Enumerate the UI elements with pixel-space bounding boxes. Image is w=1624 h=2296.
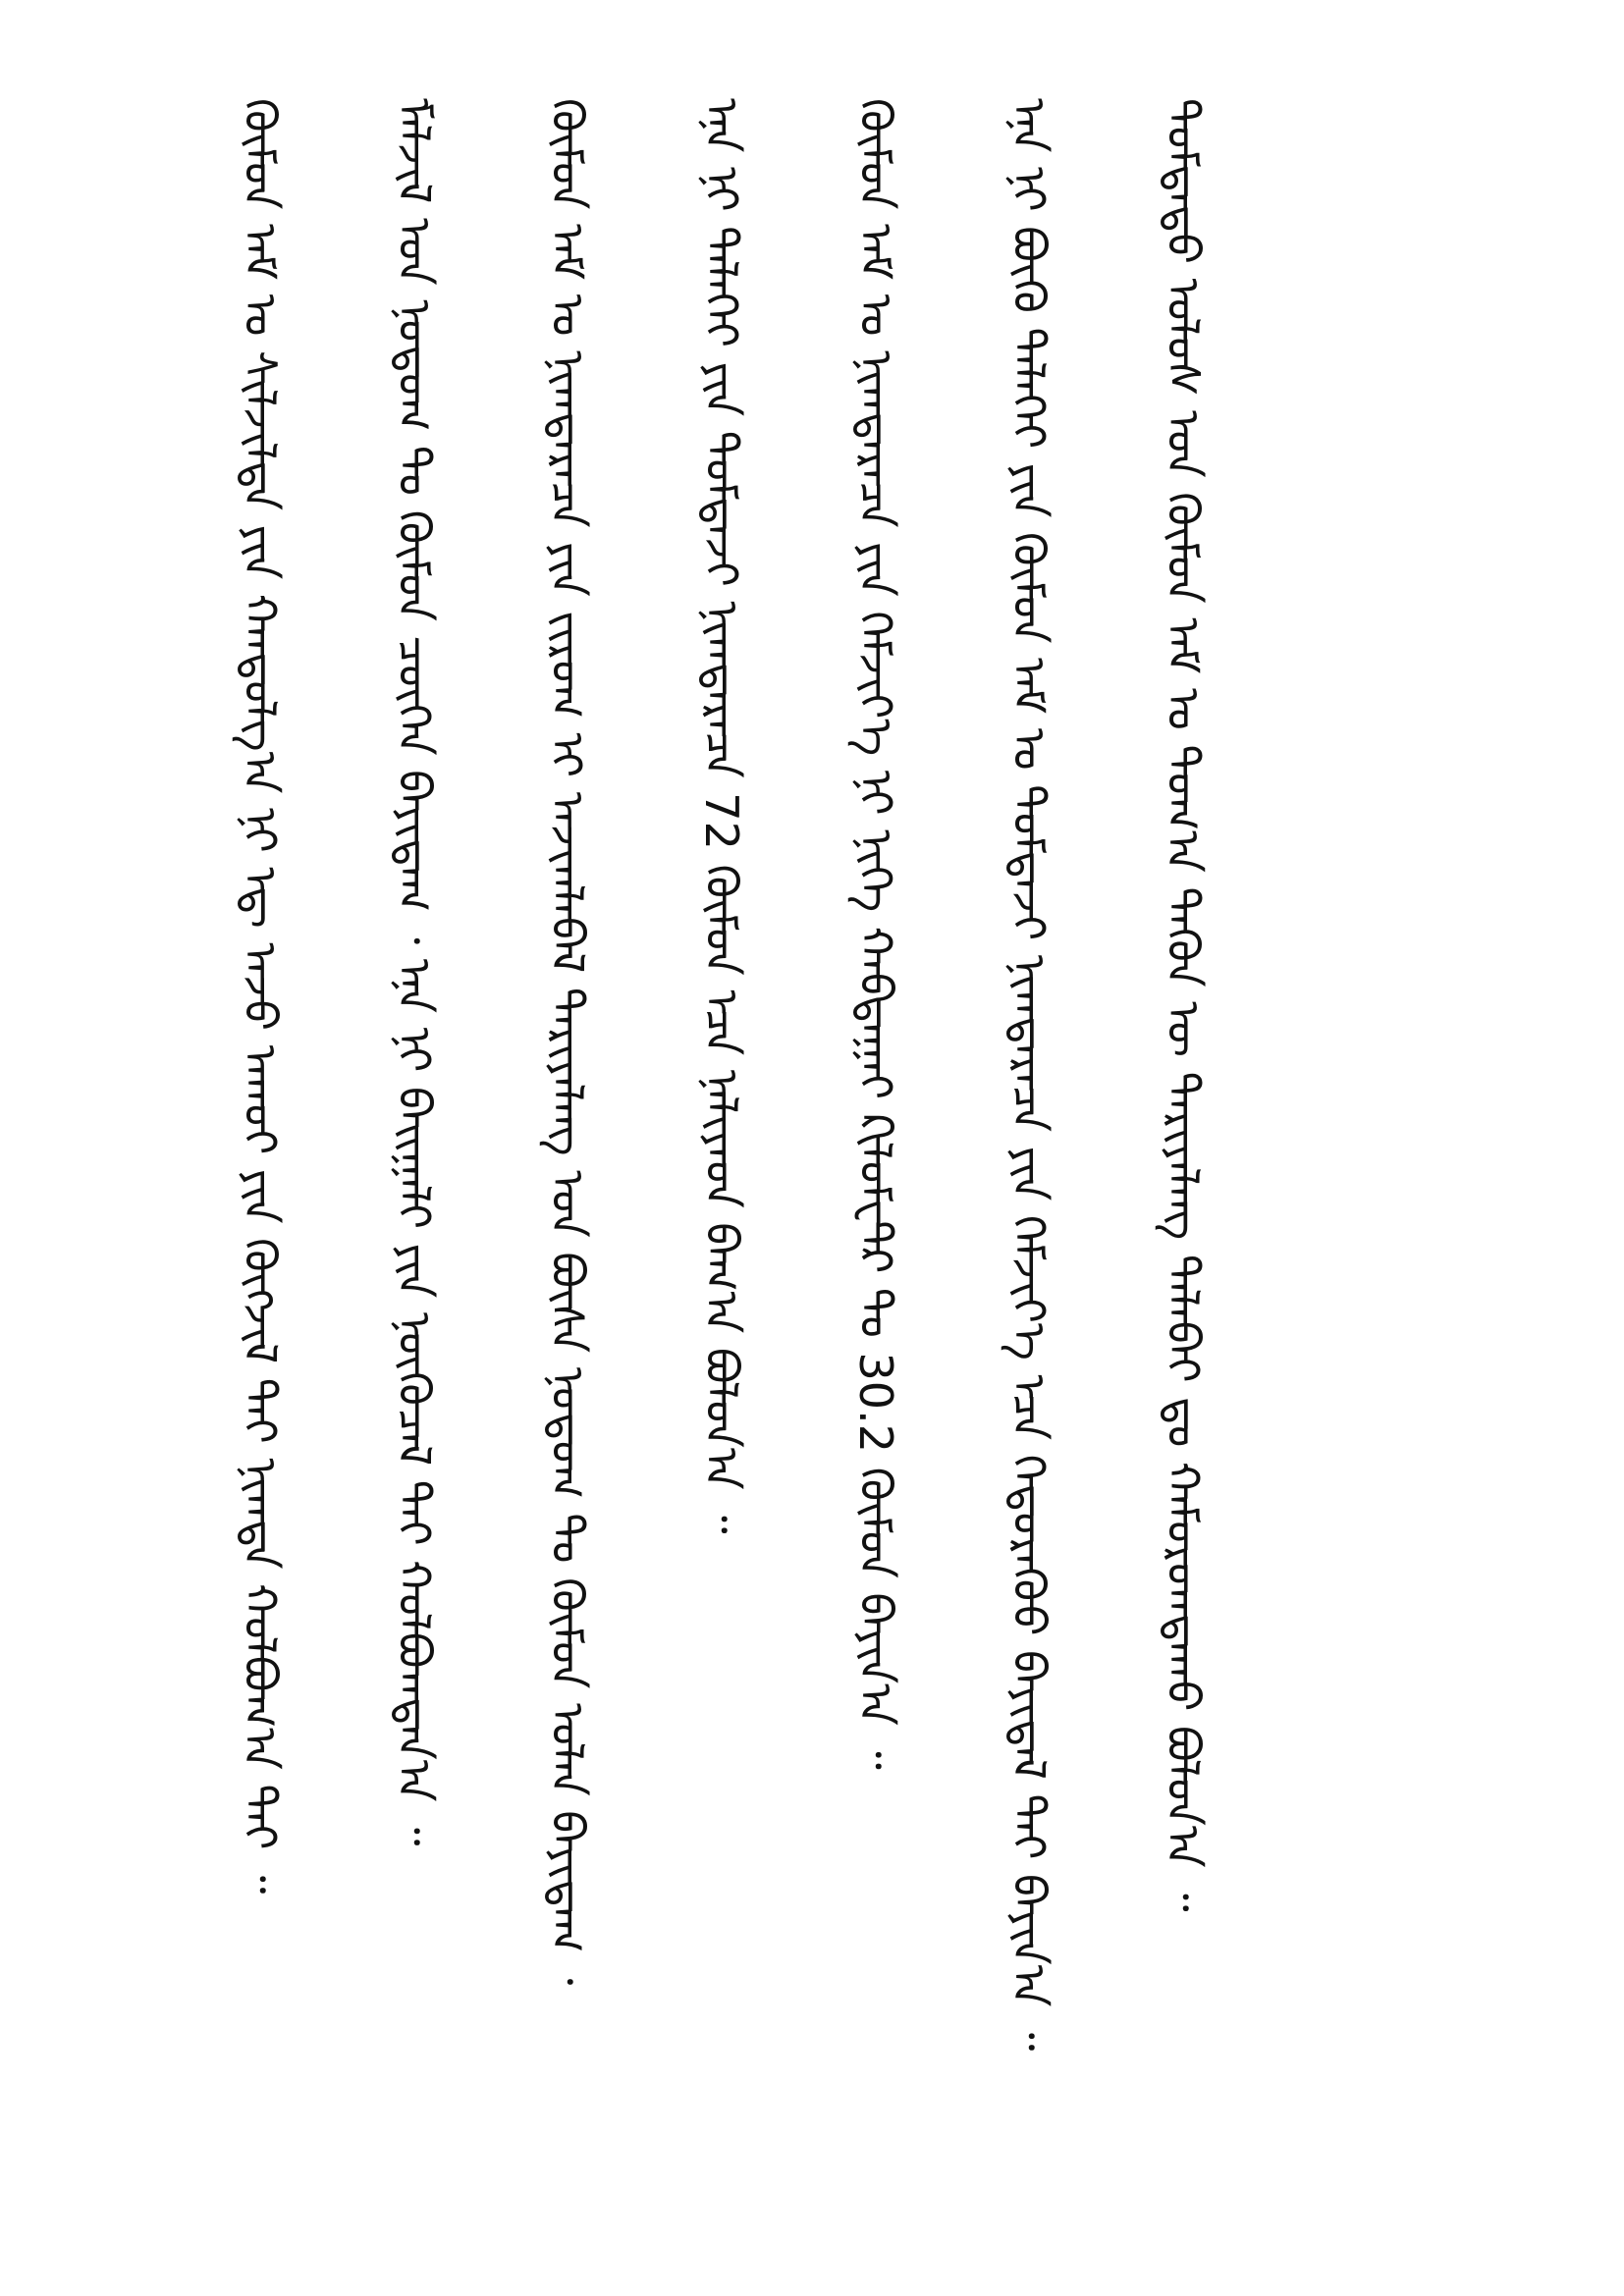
text-line-content: ᠡᠨᠡ ᠨᠢ ᠳᠡᠯᠡᠬᠡᠢ ᠶᠢᠨ ᠳᠤᠮᠳᠠᠵᠢ ᠨᠢᠭᠲᠠᠷᠠᠴᠠ 72 ᠬᠦᠮᠦᠨ ᠡᠴᠡ ᠨᠡᠯᠢᠶᠡᠳ ᠪᠠᠭ᠎ᠠ ᠪᠣᠯᠤᠨ᠎ᠠ ᠃ [694, 98, 748, 1534]
text-line [841, 98, 910, 2199]
text-line [995, 98, 1063, 2199]
text-line [687, 98, 756, 2199]
text-line-content: ᠬᠦᠮᠦᠨ ᠠᠮ ᠤ ᠨᠢᠭᠲᠠᠷᠠᠴᠠ ᠶᠢᠨ ᠵᠢᠷᠤᠭ ᠢ ᠠᠵᠢᠭᠯᠠᠪᠠᠯ ᠲᠠᠷᠢᠶᠠᠯᠠᠩ ᠤᠨ ᠪᠦᠰᠡ ᠨᠤᠲᠤᠭ ᠲᠤ ᠬᠦᠮᠦᠨ ᠣᠯᠠᠨ ᠪᠠᠶᠢᠳᠠᠭ ᠂ [541, 98, 595, 1986]
text-line-content: ᠬᠦᠮᠦᠨ ᠠᠮ ᠤ ᠨᠢᠭᠲᠠᠷᠠᠴᠠ ᠶᠢᠨ ᠬᠡᠮᠵᠢᠶ᠎ᠡ ᠨᠢ ᠨᠢᠭᠡ ᠬᠠᠪᠲᠠᠭᠠᠢ ᠺᠢᠯᠣᠮᠧᠲ᠋ᠷ ᠲᠤ 30.2 ᠬᠦᠮᠦᠨ ᠪᠠᠶᠢᠨ᠎ᠠ ᠃ [848, 98, 902, 1770]
text-line [226, 98, 295, 2199]
text-line [380, 98, 449, 2199]
text-line-content: ᠮᠠᠯᠵᠢᠯ ᠤᠨ ᠨᠤᠲᠤᠭ ᠲᠤ ᠬᠦᠮᠦᠨ ᠴᠥᠭᠡᠨ ᠪᠠᠶᠢᠳᠠᠭ ᠂ ᠡᠨᠡ ᠨᠢ ᠪᠠᠢᠭᠠᠯᠢ ᠶᠢᠨ ᠨᠥᠬᠦᠴᠡᠯ ᠲᠡᠢ ᠬᠣᠯᠪᠣᠭᠳᠠᠨ᠎ᠠ ᠃ [387, 98, 441, 1846]
text-line [533, 98, 602, 2199]
mongolian-text-block [226, 98, 1218, 2199]
text-line-content: ᠬᠦᠮᠦᠨ ᠠᠮ ᠤ ᠰᠢᠯᠵᠢᠯᠲᠡ ᠶᠢᠨ ᠬᠠᠨᠳᠤᠯᠭ᠎ᠠ ᠨᠢ ᠡᠳ᠋ ᠠᠵᠤ ᠠᠬᠤᠢ ᠶᠢᠨ ᠬᠥᠭᠵᠢᠯ ᠲᠡᠢ ᠨᠢᠭᠲᠠ ᠬᠣᠯᠪᠣᠭ᠎ᠠ ᠲᠠᠢ ᠃ [234, 98, 287, 1895]
text-line-content: ᠳᠤᠮᠳᠠᠳᠤ ᠤᠯᠤᠰ ᠤᠨ ᠬᠦᠮᠦᠨ ᠠᠮ ᠤ ᠲᠣᠭ᠎ᠠ ᠲᠡᠭᠦᠨ ᠦ ᠲᠠᠷᠢᠶᠠᠯᠠᠩ ᠲᠠᠯᠠᠪᠠᠢ ᠳᠤ ᠬᠠᠮᠤᠷᠤᠭᠳᠠᠬᠤ ᠪᠣᠯᠤᠨ᠎ᠠ ᠃ [1156, 98, 1210, 1912]
text-line [1149, 98, 1218, 2199]
text-line-content: ᠡᠨᠡ ᠨᠢ ᠪᠦᠬᠦ ᠳᠡᠯᠡᠬᠡᠢ ᠶᠢᠨ ᠬᠦᠮᠦᠨ ᠠᠮ ᠤ ᠳᠤᠮᠳᠠᠵᠢ ᠨᠢᠭᠲᠠᠷᠠᠴᠠ ᠶᠢᠨ ᠬᠡᠮᠵᠢᠶ᠎ᠡ ᠡᠴᠡ ᠬᠡᠲᠦᠷᠡᠭᠦᠦ ᠪᠠᠶᠢᠳᠠᠯ ᠲᠠᠢ ᠪᠠᠶᠢᠨ᠎ᠠ ᠃ [1002, 98, 1056, 2052]
